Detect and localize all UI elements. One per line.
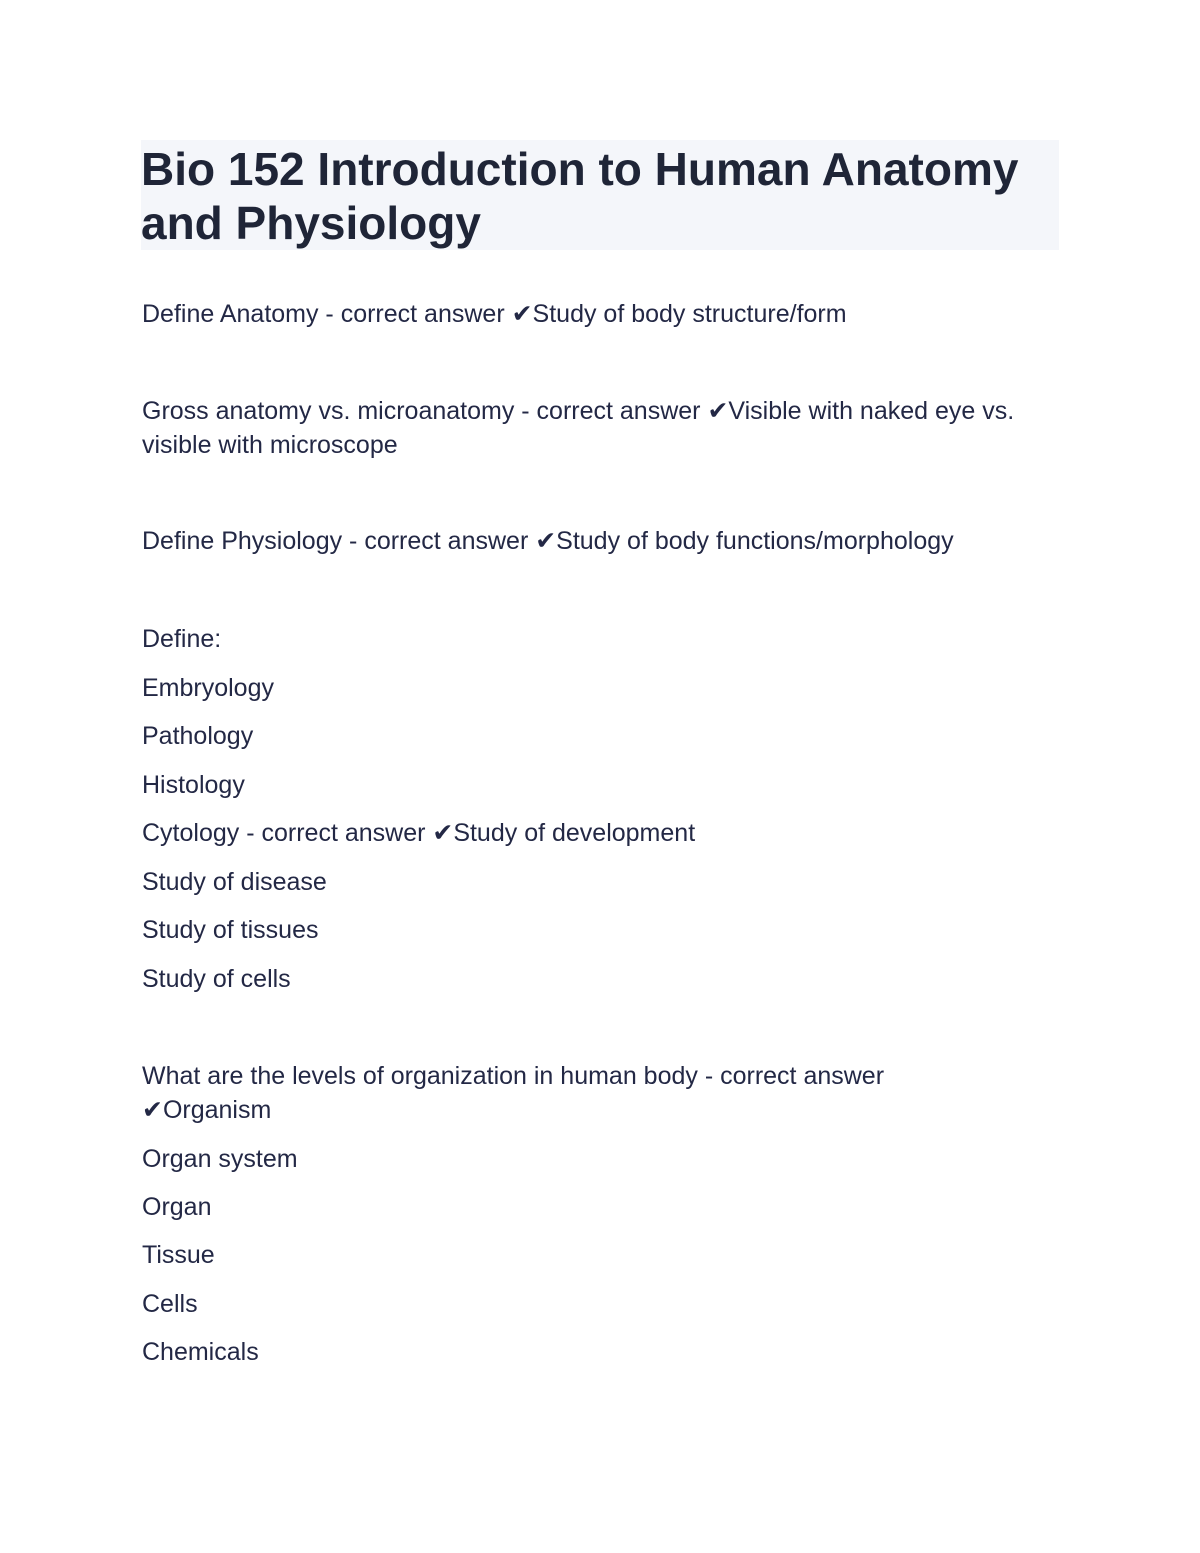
text-study-of-tissues: Study of tissues: [142, 916, 319, 944]
text-define: Define:: [142, 625, 222, 653]
text-histology: Histology: [142, 771, 245, 799]
text-study-of-cells: Study of cells: [142, 965, 291, 993]
qa-define-physiology: Define Physiology - correct answer ✔Study of body functions/morphology: [142, 527, 954, 555]
qa-levels-of-organization: What are the levels of organization in human body - correct answer ✔Organism: [142, 1062, 885, 1124]
text-cells: Cells: [142, 1290, 198, 1318]
document-title: Bio 152 Introduction to Human Anatomy and Physiology: [141, 143, 1019, 249]
text-pathology: Pathology: [142, 722, 254, 750]
text-study-of-disease: Study of disease: [142, 868, 327, 896]
text-tissue: Tissue: [142, 1241, 215, 1269]
qa-gross-vs-micro: Gross anatomy vs. microanatomy - correct answer ✔Visible with naked eye vs. visible with microscope: [142, 397, 1015, 459]
text-embryology: Embryology: [142, 674, 274, 702]
qa-cytology: Cytology - correct answer ✔Study of development: [142, 819, 696, 847]
text-chemicals: Chemicals: [142, 1338, 259, 1366]
text-organ: Organ: [142, 1193, 212, 1221]
qa-define-anatomy: Define Anatomy - correct answer ✔Study of body structure/form: [142, 300, 847, 328]
text-organ-system: Organ system: [142, 1145, 298, 1173]
